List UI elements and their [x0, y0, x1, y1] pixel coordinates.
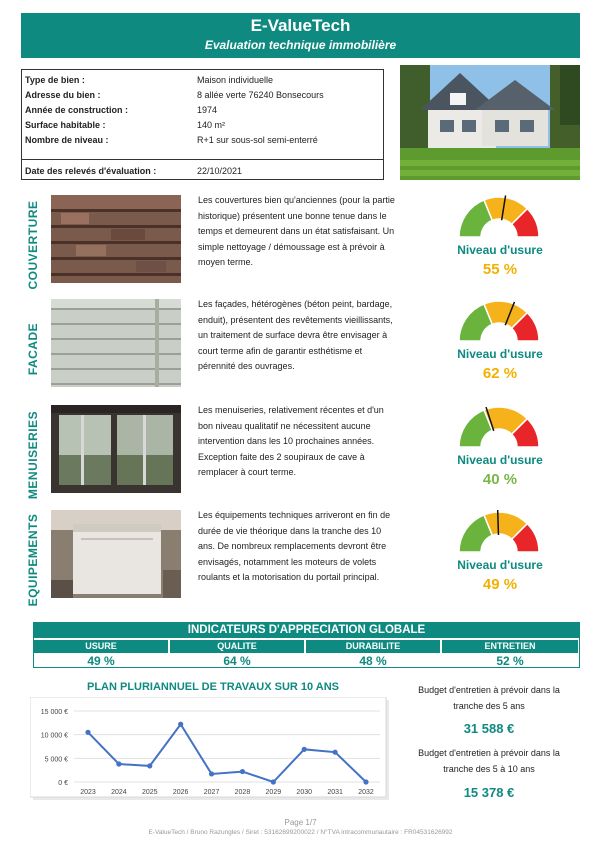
budget-5y-label: Budget d'entretien à prévoir dans la tranche des 5 ans [418, 685, 560, 711]
works-plan-chart [30, 697, 392, 803]
company-footer: E-ValueTech / Bruno Razungles / Siret : 53162699200022 / N°TVA intracommunautaire : FR04531626992 [148, 829, 453, 836]
gauge-title: Niveau d'usure [457, 347, 543, 361]
section-description: Les menuiseries, relativement récentes et d'un bon niveau qualitatif ne nécessitent aucune intervention dans les 10 prochaines années. Exception faite des 2 soupiraux de cave à remplacer à court terme. [198, 405, 384, 478]
data-point [302, 747, 307, 752]
x-tick-label: 2023 [80, 789, 96, 796]
wear-gauge [454, 403, 544, 451]
indicator-label-entretien: ENTRETIEN [442, 640, 578, 653]
x-tick-label: 2028 [234, 789, 251, 796]
wear-value: 62 % [482, 365, 518, 382]
wear-value: 55 % [482, 261, 518, 278]
data-point [178, 722, 183, 727]
gauge-needle [498, 510, 499, 535]
report-header [21, 13, 580, 58]
data-point [147, 763, 152, 768]
section-label: EQUIPEMENTS [26, 513, 40, 607]
info-divider [22, 159, 383, 160]
facade-photo [51, 299, 181, 387]
x-tick-label: 2030 [296, 789, 313, 796]
data-point [240, 769, 245, 774]
x-tick-label: 2032 [358, 789, 374, 796]
x-tick-label: 2029 [265, 789, 282, 796]
section-equipements [21, 508, 580, 612]
data-point [209, 771, 214, 776]
wear-gauge [454, 508, 544, 556]
section-description: Les équipements techniques arriveront en fin de durée de vie théorique dans la tranche des 10 ans. De nombreux remplacements devront être envisagés, notamment les moteurs de volets roulants et la motorisation du portail principal. [198, 510, 391, 583]
y-tick-label: 10 000 € [40, 732, 68, 740]
wear-value: 40 % [482, 471, 518, 488]
x-tick-label: 2025 [141, 789, 158, 796]
indicator-value-qualite: 64 % [223, 654, 251, 668]
section-menuiseries [21, 403, 580, 507]
chart-title: PLAN PLURIANNUEL DE TRAVAUX SUR 10 ANS [86, 681, 339, 693]
data-point [363, 779, 368, 784]
gauge-title: Niveau d'usure [457, 558, 543, 572]
section-description: Les façades, hétérogènes (béton peint, bardage, enduit), présentent des revêtements vieillissants, un traitement de surface devra être envisager à court terme afin de garantir esthétisme et pérennité des ouvrages. [198, 299, 393, 372]
section-label: FACADE [26, 322, 40, 376]
roof-photo [51, 195, 181, 283]
indicator-label-durabilite: DURABILITE [306, 640, 440, 653]
section-description: Les couvertures bien qu'anciennes (pour la partie historique) présentent une bonne tenue dans le temps et demeurent dans un état satisfaisant. Un simple nettoyage / démoussage est à prévoir à moyen terme. [198, 195, 395, 268]
global-indicators-panel [33, 622, 580, 668]
indicator-value-entretien: 52 % [496, 654, 524, 668]
report-title: E-ValueTech [250, 16, 351, 35]
budget-10y-value: 15 378 € [463, 785, 515, 800]
indicator-value-usure: 49 % [87, 654, 115, 668]
indicator-label-qualite: QUALITE [170, 640, 304, 653]
gauge-title: Niveau d'usure [457, 453, 543, 467]
y-tick-label: 5 000 € [44, 756, 68, 764]
section-couverture [21, 193, 580, 297]
x-tick-label: 2027 [203, 789, 220, 796]
property-info-box: Type de bien : Maison individuelle Adresse du bien : 8 allée verte 76240 Bonsecours Année de construction : 1974 Surface habitable : 140 m² Nombre de niveau : R+1 sur sous-sol semi-enterré Date des relevés d'évaluation : 22/10/2021 [21, 69, 384, 180]
windows-photo [51, 405, 181, 493]
data-point [333, 750, 338, 755]
indicator-label-usure: USURE [34, 640, 168, 653]
indicators-title: INDICATEURS D'APPRECIATION GLOBALE [34, 623, 579, 638]
data-point [271, 779, 276, 784]
section-label: COUVERTURE [26, 200, 40, 290]
y-tick-label: 0 € [58, 780, 68, 787]
budget-5y-value: 31 588 € [463, 721, 515, 736]
report-subtitle: Evaluation technique immobilière [204, 38, 397, 52]
y-tick-label: 15 000 € [40, 709, 68, 716]
x-tick-label: 2031 [327, 789, 343, 796]
data-point [85, 730, 90, 735]
page-number: Page 1/7 [284, 818, 317, 827]
wear-gauge [454, 193, 544, 241]
gauge-title: Niveau d'usure [457, 243, 543, 257]
section-facade [21, 297, 580, 401]
data-point [116, 761, 121, 766]
equipment-photo [51, 510, 181, 598]
section-label: MENUISERIES [26, 410, 40, 500]
x-tick-label: 2026 [172, 789, 189, 796]
wear-gauge [454, 297, 544, 345]
indicator-value-durabilite: 48 % [359, 654, 387, 668]
x-tick-label: 2024 [111, 789, 127, 796]
budget-10y-label: Budget d'entretien à prévoir dans la tranche des 5 à 10 ans [418, 748, 560, 774]
wear-value: 49 % [482, 576, 518, 593]
house-photo [400, 65, 580, 180]
